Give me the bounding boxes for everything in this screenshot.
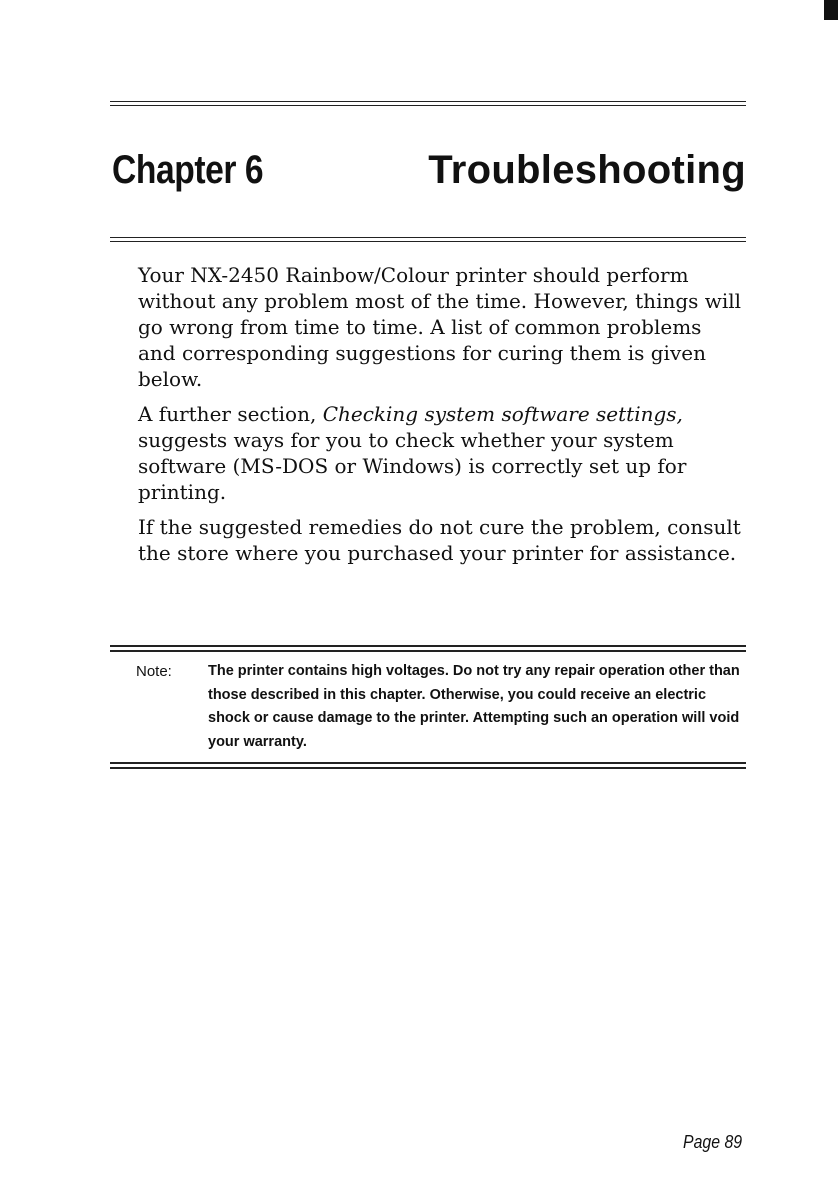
paragraph-intro: Your NX-2450 Rainbow/Colour printer should perform without any problem most of the time. However, things will go wrong from time to time. A list of common problems and corresponding suggestions for curing them is given below. — [138, 263, 742, 391]
scan-corner-mark — [824, 0, 838, 20]
header-top-rule — [110, 101, 746, 106]
note-text: The printer contains high voltages. Do not try any repair operation other than those described in this chapter. Otherwise, you could receive an electric shock or cause damage to the printer. Attempting such an operation will void your warranty. — [208, 663, 740, 750]
chapter-heading — [112, 148, 746, 198]
note-top-rule — [110, 645, 746, 652]
paragraph-assistance: If the suggested remedies do not cure the problem, consult the store where you purchased your printer for assistance. — [138, 515, 741, 565]
note-label: Note: — [136, 663, 172, 680]
note-bottom-rule — [110, 762, 746, 769]
section-reference: Checking system software settings, — [322, 402, 683, 426]
chapter-title: Troubleshooting — [428, 148, 746, 192]
page-number: Page 89 — [682, 1132, 742, 1152]
paragraph-further-section — [138, 401, 742, 505]
body-text — [138, 262, 742, 575]
paragraph-2-prefix: A further section, — [138, 402, 323, 426]
chapter-label: Chapter 6 — [112, 148, 264, 192]
header-bottom-rule — [110, 237, 746, 242]
paragraph-2-suffix: suggests ways for you to check whether your system software (MS-DOS or Windows) is correctly set up for printing. — [138, 428, 687, 504]
